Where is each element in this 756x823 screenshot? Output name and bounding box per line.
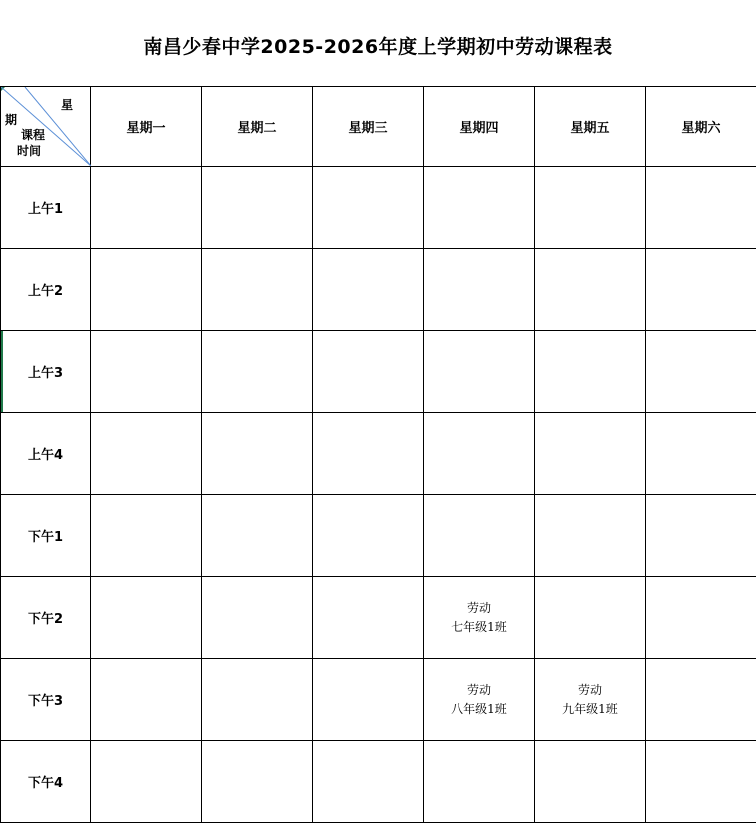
schedule-cell[interactable] — [424, 249, 535, 331]
table-row — [1, 167, 756, 249]
page-title: 南昌少春中学2025-2026年度上学期初中劳动课程表 — [143, 36, 613, 58]
schedule-cell[interactable] — [535, 167, 646, 249]
schedule-cell[interactable] — [202, 741, 313, 823]
schedule-table — [0, 86, 756, 823]
schedule-cell[interactable] — [646, 167, 756, 249]
corner-label-qi: 期 — [5, 113, 18, 127]
day-header[interactable]: 星期四 — [424, 87, 535, 167]
schedule-cell[interactable] — [535, 413, 646, 495]
corner-label-star: 星 — [61, 98, 74, 112]
lesson-entry — [424, 681, 534, 719]
schedule-cell[interactable] — [535, 577, 646, 659]
time-slot-cell[interactable]: 上午4 — [1, 413, 91, 495]
schedule-cell[interactable] — [646, 249, 756, 331]
time-slot-cell[interactable]: 上午2 — [1, 249, 91, 331]
schedule-cell[interactable] — [424, 495, 535, 577]
header-row — [1, 87, 756, 167]
schedule-cell[interactable] — [646, 413, 756, 495]
lesson-entry — [535, 681, 645, 719]
schedule-cell[interactable] — [424, 577, 535, 659]
day-header[interactable]: 星期六 — [646, 87, 756, 167]
schedule-cell[interactable] — [91, 741, 202, 823]
lesson-class: 七年级1班 — [451, 619, 507, 634]
time-slot-cell[interactable]: 上午3 — [1, 331, 91, 413]
corner-header-cell[interactable] — [1, 87, 91, 167]
lesson-subject: 劳动 — [466, 682, 491, 697]
schedule-cell[interactable] — [424, 331, 535, 413]
schedule-cell[interactable] — [646, 741, 756, 823]
title-area — [0, 0, 756, 86]
schedule-cell[interactable] — [424, 741, 535, 823]
schedule-cell[interactable] — [91, 167, 202, 249]
schedule-cell[interactable] — [91, 413, 202, 495]
lesson-class: 八年级1班 — [451, 701, 507, 716]
schedule-cell[interactable] — [646, 577, 756, 659]
schedule-cell[interactable] — [91, 331, 202, 413]
time-slot-cell[interactable]: 下午2 — [1, 577, 91, 659]
schedule-cell[interactable] — [202, 659, 313, 741]
time-slot-cell[interactable]: 下午3 — [1, 659, 91, 741]
schedule-cell[interactable] — [202, 167, 313, 249]
schedule-cell[interactable] — [313, 249, 424, 331]
schedule-cell[interactable] — [424, 413, 535, 495]
day-header[interactable]: 星期二 — [202, 87, 313, 167]
table-row — [1, 331, 756, 413]
schedule-cell[interactable] — [91, 659, 202, 741]
lesson-entry — [424, 599, 534, 637]
schedule-cell[interactable] — [313, 741, 424, 823]
schedule-cell[interactable] — [91, 249, 202, 331]
schedule-cell[interactable] — [202, 249, 313, 331]
time-slot-cell[interactable]: 上午1 — [1, 167, 91, 249]
lesson-subject: 劳动 — [466, 600, 491, 615]
schedule-cell[interactable] — [424, 167, 535, 249]
schedule-cell[interactable] — [535, 741, 646, 823]
day-header[interactable]: 星期一 — [91, 87, 202, 167]
day-header[interactable]: 星期三 — [313, 87, 424, 167]
table-row — [1, 249, 756, 331]
lesson-class: 九年级1班 — [562, 701, 618, 716]
schedule-cell[interactable] — [646, 495, 756, 577]
schedule-cell[interactable] — [646, 331, 756, 413]
table-row — [1, 577, 756, 659]
corner-label-course: 课程 — [21, 128, 46, 142]
corner-label-time: 时间 — [17, 144, 42, 158]
schedule-cell[interactable] — [202, 495, 313, 577]
schedule-cell[interactable] — [535, 331, 646, 413]
time-slot-cell[interactable]: 下午4 — [1, 741, 91, 823]
lesson-subject: 劳动 — [577, 682, 602, 697]
schedule-cell[interactable] — [424, 659, 535, 741]
schedule-cell[interactable] — [313, 167, 424, 249]
table-row — [1, 659, 756, 741]
table-row — [1, 495, 756, 577]
schedule-cell[interactable] — [535, 659, 646, 741]
schedule-cell[interactable] — [202, 331, 313, 413]
schedule-cell[interactable] — [535, 495, 646, 577]
schedule-cell[interactable] — [313, 577, 424, 659]
schedule-cell[interactable] — [313, 331, 424, 413]
schedule-cell[interactable] — [91, 577, 202, 659]
table-row — [1, 741, 756, 823]
schedule-cell[interactable] — [313, 495, 424, 577]
schedule-cell[interactable] — [646, 659, 756, 741]
day-header[interactable]: 星期五 — [535, 87, 646, 167]
schedule-cell[interactable] — [202, 413, 313, 495]
schedule-cell[interactable] — [535, 249, 646, 331]
table-row — [1, 413, 756, 495]
schedule-cell[interactable] — [313, 659, 424, 741]
schedule-cell[interactable] — [91, 495, 202, 577]
time-slot-cell[interactable]: 下午1 — [1, 495, 91, 577]
schedule-cell[interactable] — [313, 413, 424, 495]
schedule-cell[interactable] — [202, 577, 313, 659]
